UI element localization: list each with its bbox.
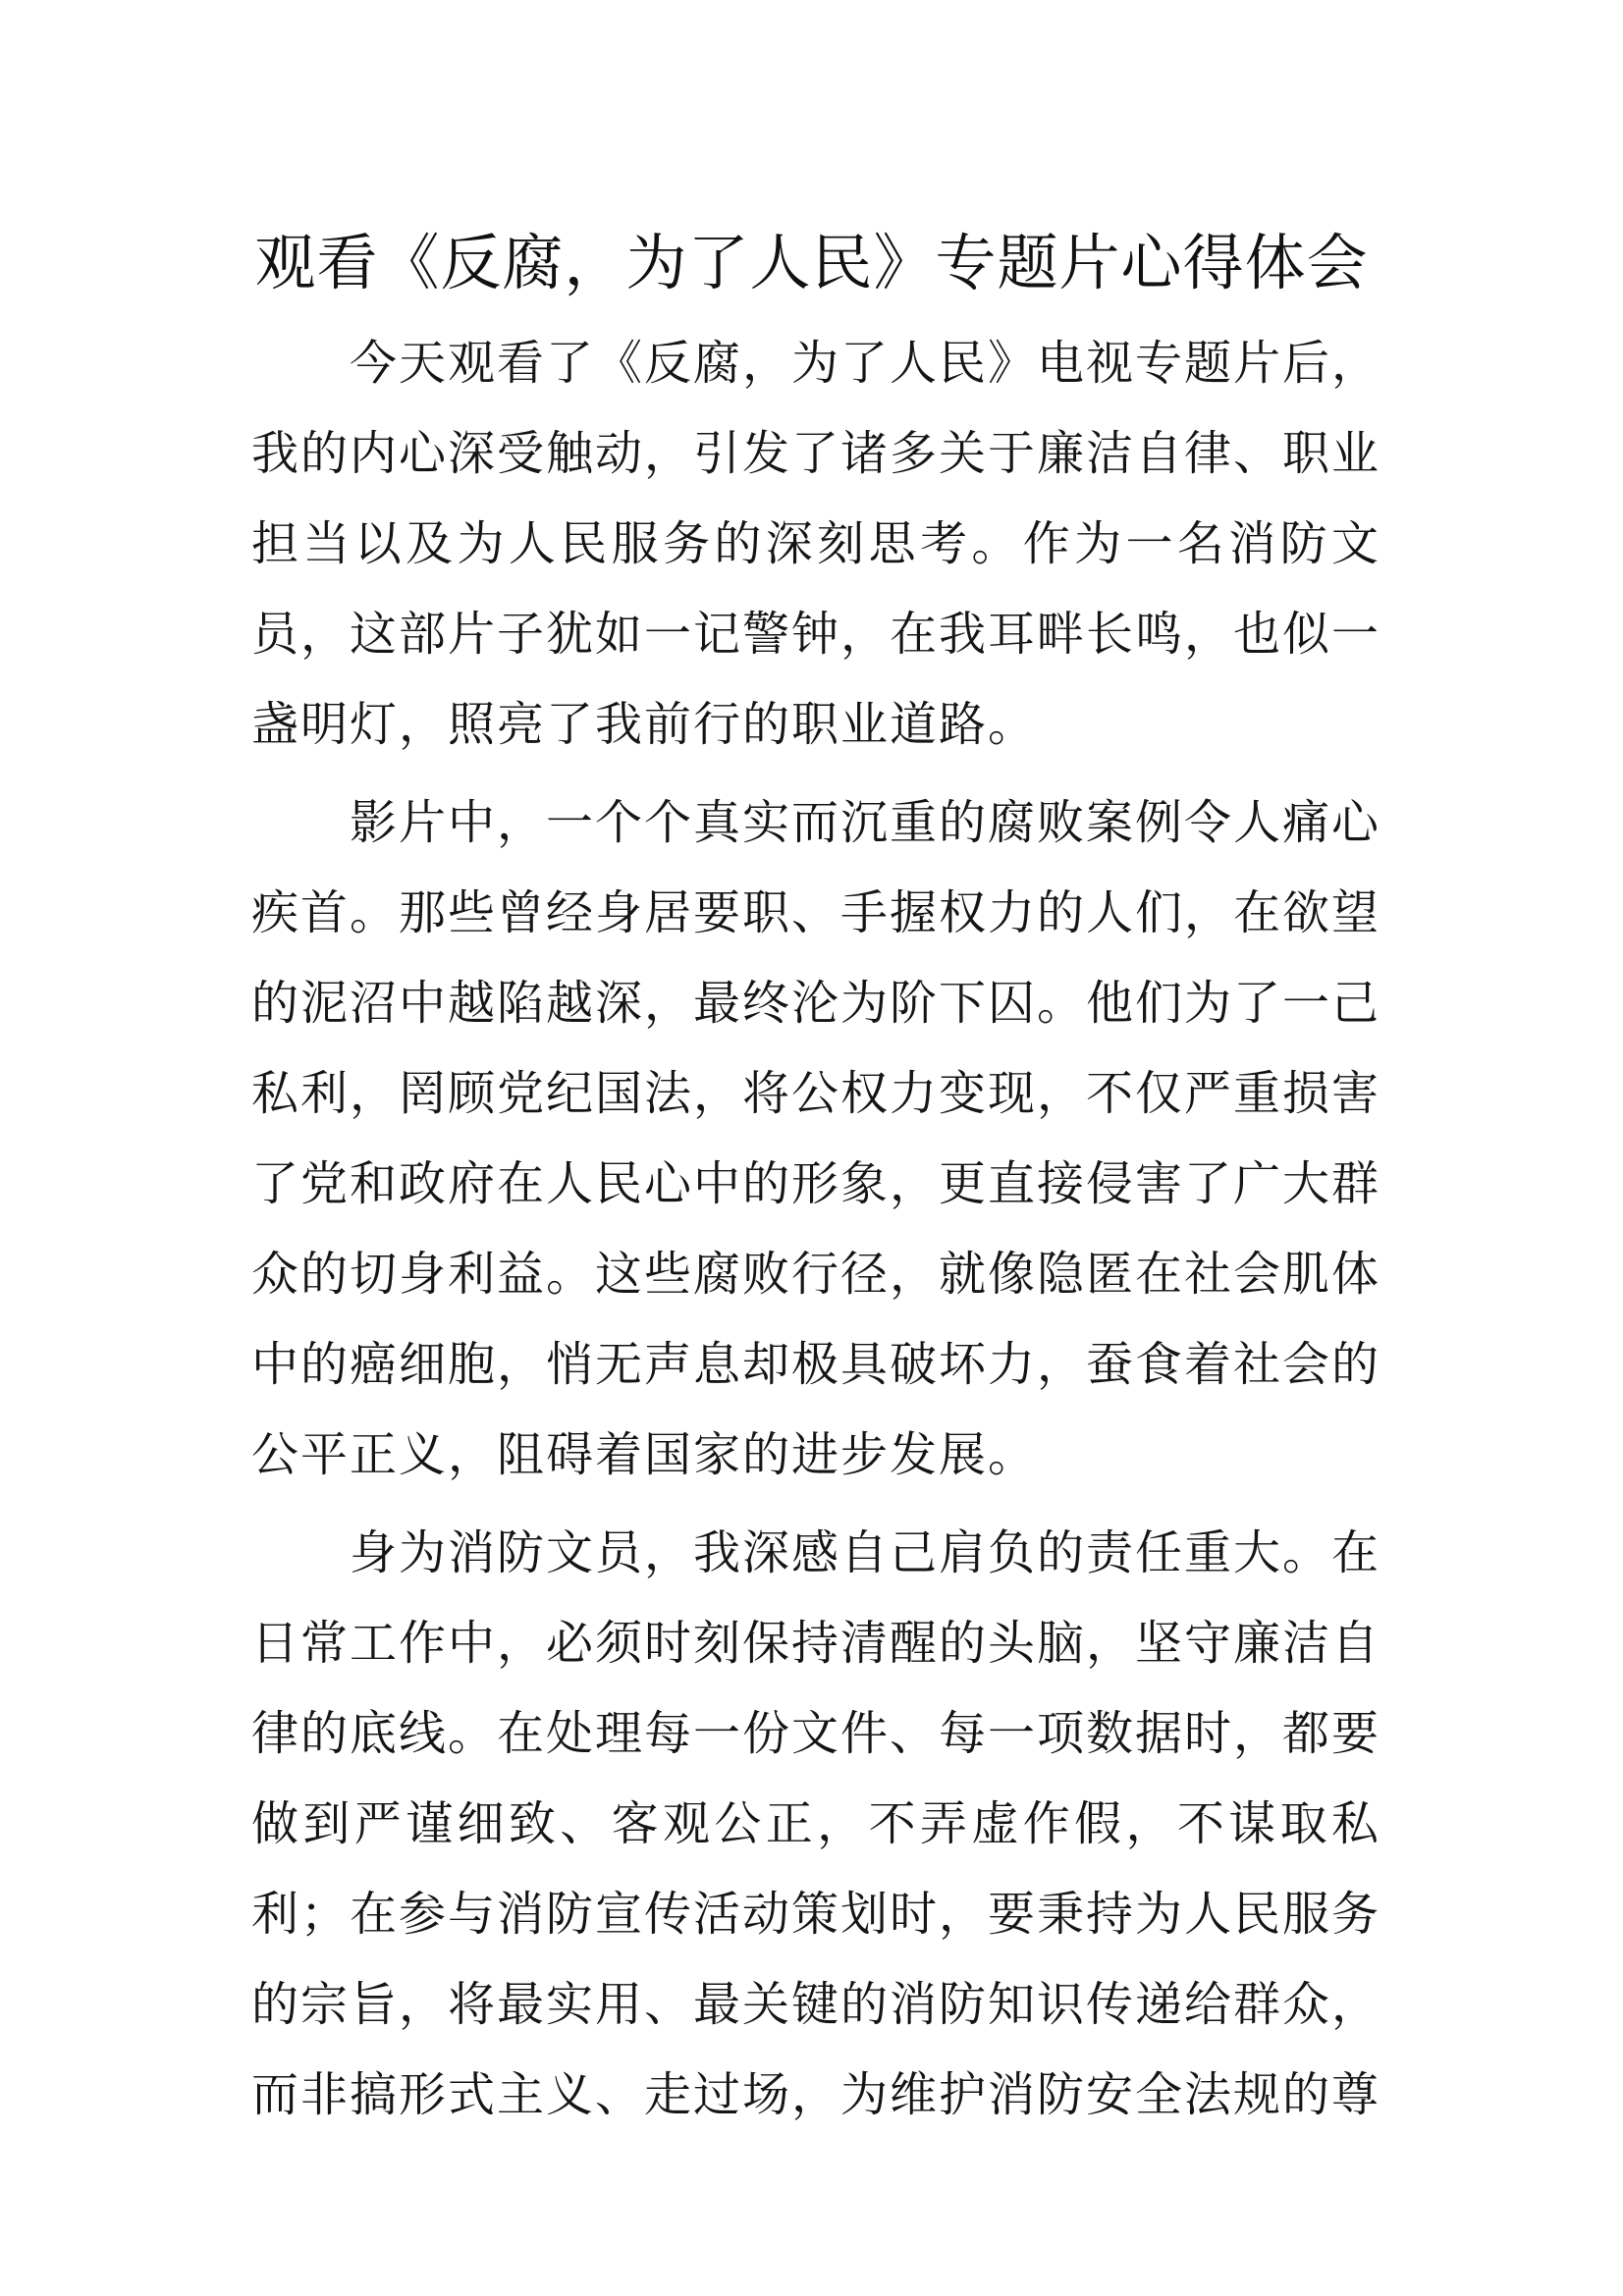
paragraph-3: 身为消防文员，我深感自己肩负的责任重大。在日常工作中，必须时刻保持清醒的头脑，坚守廉洁自律的底线。在处理每一份文件、每一项数据时，都要做到严谨细致、客观公正，不弄虚作假，不谋取私利；在参与消防宣传活动策划时，要秉持为人民服务的宗旨，将最实用、最关键的消防知识传递给群众，而非搞形式主义、走过场，为维护消防安全法规的尊: [251, 1525, 1381, 2122]
paragraph-1: 今天观看了《反腐，为了人民》电视专题片后，我的内心深受触动，引发了诸多关于廉洁自律、职业担当以及为人民服务的深刻思考。作为一名消防文员，这部片子犹如一记警钟，在我耳畔长鸣，也似一盏明灯，照亮了我前行的职业道路。: [251, 336, 1381, 752]
document-body: [251, 318, 1380, 2148]
paragraph-2: 影片中，一个个真实而沉重的腐败案例令人痛心疾首。那些曾经身居要职、手握权力的人们，在欲望的泥沼中越陷越深，最终沦为阶下囚。他们为了一己私利，罔顾党纪国法，将公权力变现，不仅严重损害了党和政府在人民心中的形象，更直接侵害了广大群众的切身利益。这些腐败行径，就像隐匿在社会肌体中的癌细胞，悄无声息却极具破坏力，蚕食着社会的公平正义，阻碍着国家的进步发展。: [251, 795, 1381, 1482]
document-title: 观看《反腐，为了人民》专题片心得体会: [254, 227, 1369, 298]
